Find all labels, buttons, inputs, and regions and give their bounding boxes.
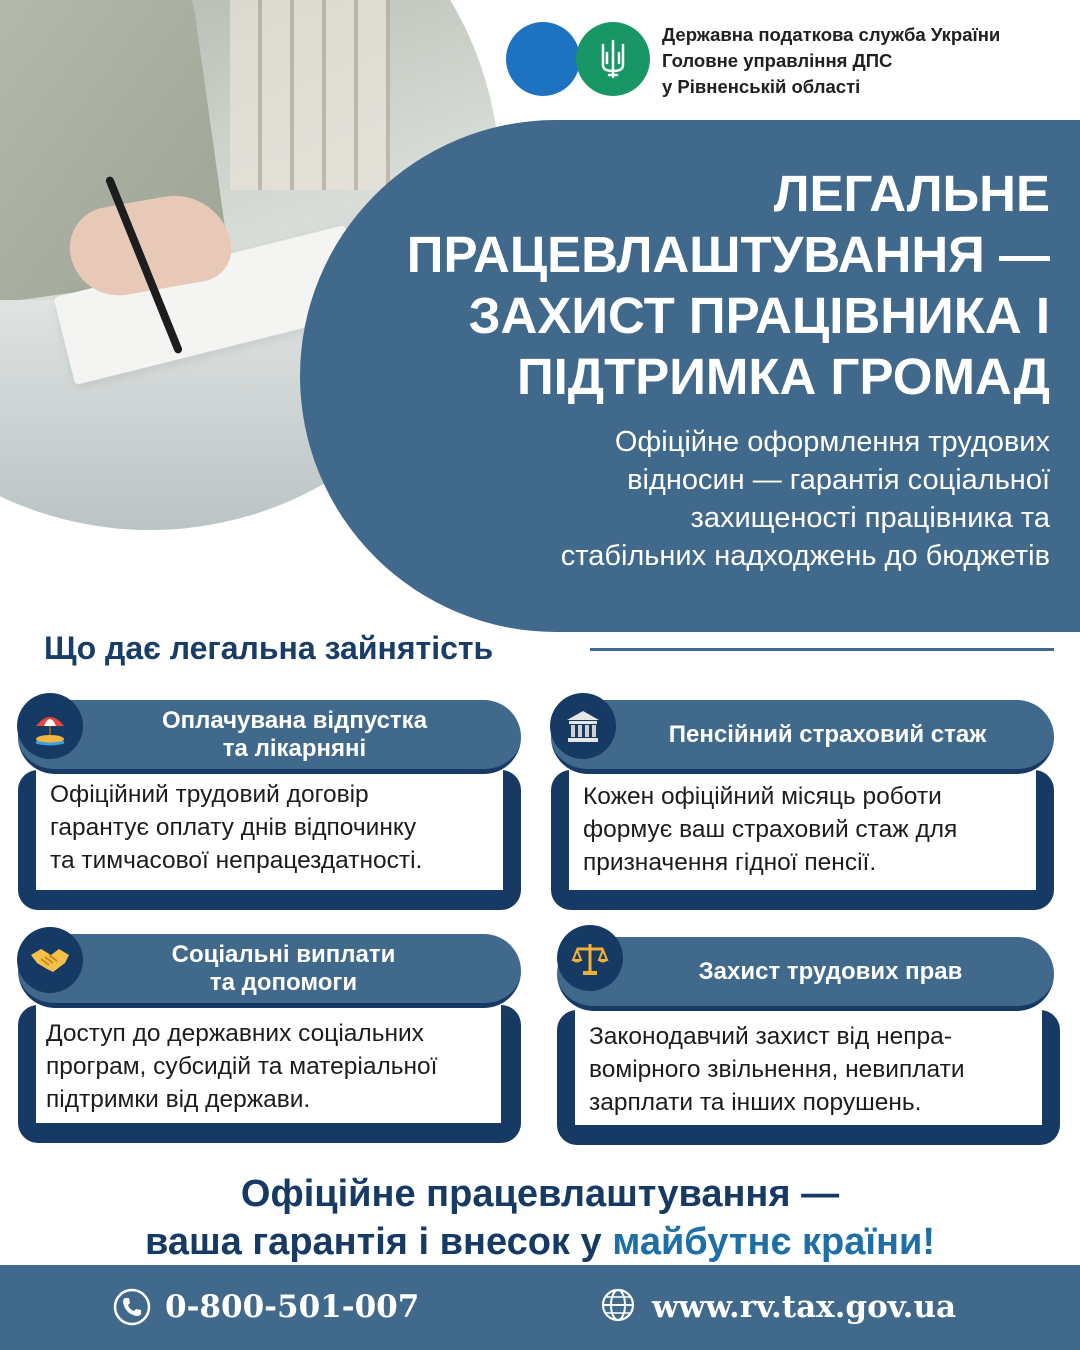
slogan-line-2 bbox=[0, 1218, 1080, 1266]
card-title-line: та лікарняні bbox=[222, 734, 367, 762]
subtitle-line: відносин — гарантія соціальної bbox=[627, 464, 1050, 496]
card-title-line: Оплачувана відпустка bbox=[161, 706, 428, 734]
card-text-line: Доступ до державних соціальних bbox=[46, 1020, 424, 1047]
card-text-line: Законодавчий захист від непра- bbox=[589, 1023, 952, 1050]
card-title-line: та допомоги bbox=[209, 968, 358, 996]
page-title bbox=[370, 163, 1050, 407]
slogan-line-1: Офіційне працевлаштування — bbox=[240, 1173, 840, 1215]
card-text-line: вомірного звільнення, невиплати bbox=[589, 1056, 965, 1083]
card-text bbox=[589, 1020, 965, 1119]
globe-icon bbox=[600, 1287, 636, 1323]
handshake-icon bbox=[17, 927, 83, 993]
title-line: ПРАЦЕВЛАШТУВАННЯ — bbox=[406, 226, 1050, 283]
beach-umbrella-icon bbox=[17, 693, 83, 759]
org-line-1: Державна податкова служба України bbox=[662, 24, 1001, 45]
subtitle-line: захищеності працівника та bbox=[690, 502, 1050, 534]
org-line-2: Головне управління ДПС bbox=[662, 50, 893, 71]
card-text-line: програм, субсидій та матеріальної bbox=[46, 1053, 438, 1080]
slogan-line-2-part-1: ваша гарантія і внесок у bbox=[145, 1221, 613, 1263]
card-pension bbox=[551, 770, 1054, 910]
organization-name bbox=[662, 22, 1000, 100]
card-text-line: гарантує оплату днів відпочинку bbox=[50, 814, 417, 841]
org-line-3: у Рівненській області bbox=[662, 76, 861, 97]
card-title-line: Соціальні виплати bbox=[171, 940, 396, 968]
card-title-line: Пенсійний страховий стаж bbox=[668, 720, 987, 748]
card-text-line: формує ваш страховий стаж для bbox=[583, 816, 958, 843]
card-text-line: та тимчасової непрацездатності. bbox=[50, 847, 423, 874]
website-link[interactable]: www.rv.tax.gov.ua bbox=[652, 1289, 957, 1325]
scales-icon bbox=[557, 925, 623, 991]
card-text bbox=[50, 778, 422, 877]
phone-number[interactable]: 0-800-501-007 bbox=[165, 1289, 420, 1325]
title-line: ЛЕГАЛЬНЕ bbox=[773, 165, 1050, 222]
footer bbox=[0, 1265, 1080, 1350]
subtitle-line: Офіційне оформлення трудових bbox=[614, 426, 1050, 458]
section-heading: Що дає легальна зайнятість bbox=[44, 630, 494, 666]
dps-logo-blue-circle bbox=[506, 22, 580, 96]
title-line: ЗАХИСТ ПРАЦІВНИКА І bbox=[468, 287, 1050, 344]
subtitle-line: стабільних надходжень до бюджетів bbox=[560, 540, 1050, 572]
page-subtitle bbox=[410, 423, 1050, 575]
bank-building-icon bbox=[550, 693, 616, 759]
card-text-line: Кожен офіційний місяць роботи bbox=[583, 783, 942, 810]
card-text bbox=[583, 780, 957, 879]
card-text-line: підтримки від держави. bbox=[46, 1086, 311, 1113]
phone-icon bbox=[112, 1287, 152, 1327]
card-labor-rights bbox=[557, 1010, 1060, 1145]
card-text-line: призначення гідної пенсії. bbox=[583, 849, 877, 876]
card-social-payments bbox=[18, 1005, 521, 1143]
slogan-line-2-part-2: майбутнє країни! bbox=[612, 1221, 935, 1263]
card-text-line: Офіційний трудовий договір bbox=[50, 781, 369, 808]
card-text bbox=[46, 1017, 437, 1116]
card-paid-leave bbox=[18, 770, 521, 910]
slogan bbox=[0, 1170, 1080, 1266]
card-title-social-payments bbox=[18, 934, 521, 1008]
card-title-labor-rights bbox=[557, 937, 1054, 1011]
card-title-line: Захист трудових прав bbox=[698, 957, 963, 985]
section-divider bbox=[590, 648, 1054, 651]
card-text-line: зарплати та інших порушень. bbox=[589, 1089, 922, 1116]
dps-logo-trident-icon bbox=[576, 22, 650, 96]
card-title-pension bbox=[551, 700, 1054, 774]
title-line: ПІДТРИМКА ГРОМАД bbox=[516, 348, 1050, 405]
card-title-paid-leave bbox=[18, 700, 521, 774]
